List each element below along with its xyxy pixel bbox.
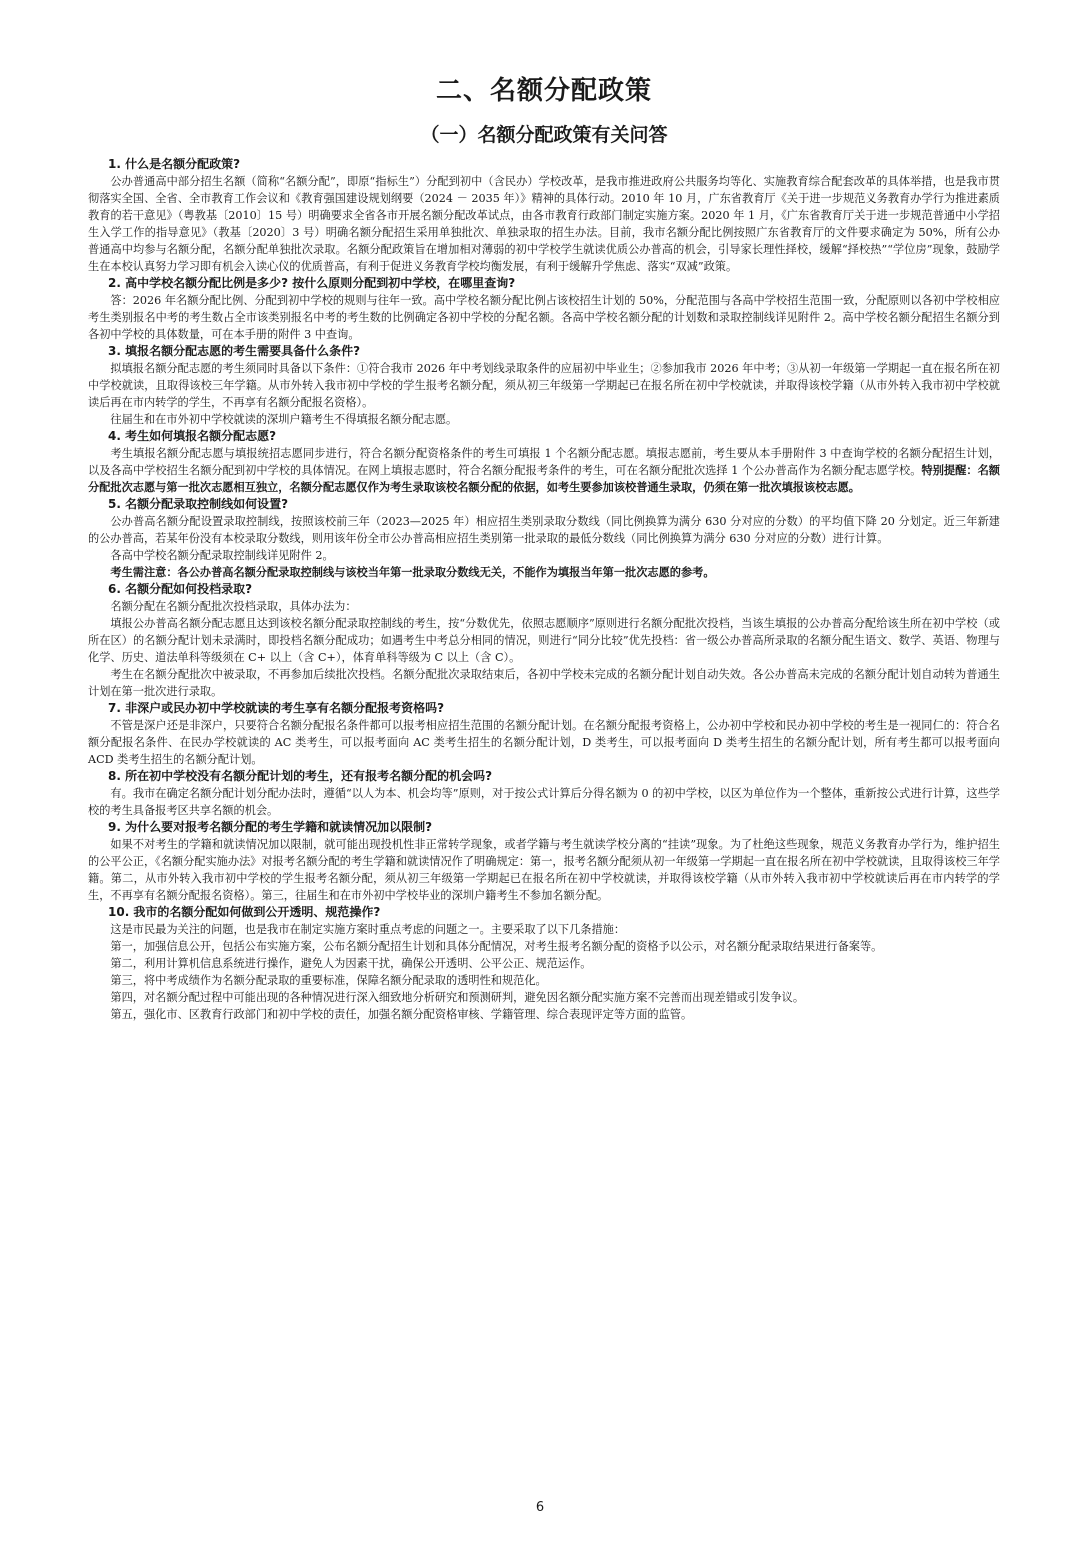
paragraph-text: 不管是深户还是非深户，只要符合名额分配报名条件都可以报考相应招生范围的名额分配计划。在名额分配报考资格上，公办初中学校和民办初中学校的考生是一视同仁的：符合名额分配报名条件、在民办学校就读的 AC 类考生，可以报考面向 AC 类考生招生的名额分配计划，D 类考生，可以报考面向 D 类考生招生的名额分配计划，所有考生都可以报考面向 ACD 类考生招生的名额分配计划。 [88,719,1000,766]
paragraph-text: 拟填报名额分配志愿的考生须同时具备以下条件：①符合我市 2026 年中考划线录取条件的应届初中毕业生；②参加我市 2026 年中考；③从初一年级第一学期起一直在报名所在初中学校就读，且取得该校三年学籍。从市外转入我市初中学校的学生报考名额分配，须从初三年级第一学期起已在报名所在初中学校就读，并取得该校学籍（从市外转入我市初中学校就读后再在市内转学的学生，不再享有名额分配报名资格）。 [88,362,1000,409]
paragraph-text: 公办普通高中部分招生名额（简称“名额分配”，即原“指标生”）分配到初中（含民办）学校改革，是我市推进政府公共服务均等化、实施教育综合配套改革的具体举措，也是我市贯彻落实全国、全省、全市教育工作会议和《教育强国建设规划纲要（2024 － 2035 年）》精神的具体行动。2010 年 10 月，广东省教育厅《关于进一步规范义务教育办学行为推进素质教育的若干意见》（粤教基〔2010〕15 号）明确要求全省各市开展名额分配改革试点，由各市教育行政部门制定实施方案。2020 年 1 月，《广东省教育厅关于进一步规范普通中小学招生入学工作的指导意见》（教基〔2020〕3 号）明确名额分配招生采用单独批次、单独录取的招生办法。目前，我市名额分配比例按照广东省教育厅的文件要求确定为 50%，所有公办普通高中均参与名额分配，名额分配单独批次录取。名额分配政策旨在增加相对薄弱的初中学校学生就读优质公办普高的机会，引导家长理性择校，缓解“择校热”“学位房”现象，鼓励学生在本校认真努力学习即有机会入读心仪的优质普高，有利于促进义务教育学校均衡发展，有利于缓解升学焦虑、落实“双减”政策。 [88,175,1000,273]
answer-paragraph [88,955,1000,972]
paragraph-text: 第四，对名额分配过程中可能出现的各种情况进行深入细致地分析研究和预测研判，避免因名额分配实施方案不完善而出现差错或引发争议。 [110,991,805,1004]
question-heading: 1. 什么是名额分配政策? [108,157,241,171]
paragraph-bold-notice: 特别提醒：名额分配批次志愿与第一批次志愿相互独立，名额分配志愿仅作为考生录取该校名额分配的依据，如考生要参加该校普通生录取，仍须在第一批次填报该校志愿。 [88,464,1000,494]
answer-paragraph [88,785,1000,819]
question-heading: 2. 高中学校名额分配比例是多少? 按什么原则分配到初中学校，在哪里查询? [108,276,516,290]
paragraph-text: 填报公办普高名额分配志愿且达到该校名额分配录取控制线的考生，按“分数优先，依照志愿顺序”原则进行名额分配批次投档，当该生填报的公办普高分配给该生所在初中学校（或所在区）的名额分配计划未录满时，即投档名额分配成功；如遇考生中考总分相同的情况，则进行“同分比较”优先投档：省一级公办普高所录取的名额分配生语文、数学、英语、物理与化学、历史、道法单科等级须在 C+ 以上（含 C+），体育单科等级为 C 以上（含 C）。 [88,617,1000,664]
paragraph-text: 考生填报名额分配志愿与填报统招志愿同步进行，符合名额分配资格条件的考生可填报 1 个名额分配志愿。填报志愿前，考生要从本手册附件 3 中查询学校的名额分配招生计划，以及各高中学校招生名额分配到初中学校的具体情况。在网上填报志愿时，符合名额分配报考条件的考生，可在名额分配批次选择 1 个公办普高作为名额分配志愿学校。 [88,447,1000,477]
question-heading: 3. 填报名额分配志愿的考生需要具备什么条件? [108,344,361,358]
paragraph-text: 第三，将中考成绩作为名额分配录取的重要标准，保障名额分配录取的透明性和规范化。 [110,974,547,987]
answer-paragraph [88,1006,1000,1023]
section-subtitle: （一）名额分配政策有关问答 [420,124,668,146]
answer-paragraph [88,173,1000,275]
question-heading: 6. 名额分配如何投档录取? [108,582,253,596]
paragraph-text: 第五，强化市、区教育行政部门和初中学校的责任，加强名额分配资格审核、学籍管理、综合表现评定等方面的监管。 [110,1008,693,1021]
qa-list [88,156,1000,1023]
answer-paragraph [88,836,1000,904]
paragraph-text: 答：2026 年名额分配比例、分配到初中学校的规则与往年一致。高中学校名额分配比例占该校招生计划的 50%，分配范围与各高中学校招生范围一致，分配原则以各初中学校相应考生类别报名中考的考生数占全市该类别报名中考的考生数的比例确定各初中学校的分配名额。各高中学校名额分配的计划数和录取控制线详见附件 2。高中学校名额分配招生名额分到各初中学校的具体数量，可在本手册的附件 3 中查询。 [88,294,1000,341]
question-heading: 9. 为什么要对报考名额分配的考生学籍和就读情况加以限制? [108,820,433,834]
paragraph-text: 如果不对考生的学籍和就读情况加以限制，就可能出现投机性非正常转学现象，或者学籍与考生就读学校分离的“挂读”现象。为了杜绝这些现象，规范义务教育办学行为，维护招生的公平公正，《名额分配实施办法》对报考名额分配的考生学籍和就读情况作了明确规定：第一，报考名额分配须从初一年级第一学期起一直在报名所在初中学校就读，且取得该校三年学籍。第二，从市外转入我市初中学校的学生报考名额分配，须从初三年级第一学期起已在报名所在初中学校就读，并取得该校学籍（从市外转入我市初中学校就读后再在市内转学的学生，不再享有名额分配报名资格）。第三，往届生和在市外初中学校毕业的深圳户籍考生不参加名额分配。 [88,838,1000,902]
answer-paragraph [88,411,1000,428]
answer-paragraph [88,921,1000,938]
answer-paragraph [88,666,1000,700]
paragraph-text: 第一，加强信息公开，包括公布实施方案，公布名额分配招生计划和具体分配情况，对考生报考名额分配的资格予以公示，对名额分配录取结果进行备案等。 [110,940,883,953]
paragraph-text: 往届生和在市外初中学校就读的深圳户籍考生不得填报名额分配志愿。 [110,413,458,426]
answer-paragraph [88,513,1000,547]
question-heading: 8. 所在初中学校没有名额分配计划的考生，还有报考名额分配的机会吗? [108,769,493,783]
question-heading: 7. 非深户或民办初中学校就读的考生享有名额分配报考资格吗? [108,701,445,715]
answer-paragraph [88,445,1000,496]
paragraph-text: 各高中学校名额分配录取控制线详见附件 2。 [110,549,334,562]
question-heading: 4. 考生如何填报名额分配志愿? [108,429,277,443]
question-heading: 5. 名额分配录取控制线如何设置? [108,497,289,511]
answer-paragraph [88,360,1000,411]
document-page [88,60,1000,1023]
answer-paragraph [88,972,1000,989]
paragraph-text: 名额分配在名额分配批次投档录取，具体办法为： [110,600,357,613]
paragraph-bold-notice: 考生需注意：各公办普高名额分配录取控制线与该校当年第一批录取分数线无关，不能作为填报当年第一批次志愿的参考。 [110,566,715,579]
answer-paragraph [88,564,1000,581]
paragraph-text: 公办普高名额分配设置录取控制线，按照该校前三年（2023—2025 年）相应招生类别录取分数线（同比例换算为满分 630 分对应的分数）的平均值下降 20 分划定。近三年新建的公办普高，若某年份没有本校录取分数线，则用该年份全市公办普高相应招生类别第一批录取的最低分数线（同比例换算为满分 630 分对应的分数）进行计算。 [88,515,1000,545]
question-heading: 10. 我市的名额分配如何做到公开透明、规范操作? [108,905,381,919]
answer-paragraph [88,547,1000,564]
page-title: 二、名额分配政策 [435,76,652,106]
paragraph-text: 这是市民最为关注的问题，也是我市在制定实施方案时重点考虑的问题之一。主要采取了以下几条措施： [110,923,626,936]
answer-paragraph [88,989,1000,1006]
paragraph-text: 第二，利用计算机信息系统进行操作，避免人为因素干扰，确保公开透明、公平公正、规范运作。 [110,957,592,970]
paragraph-text: 有。我市在确定名额分配计划分配办法时，遵循“以人为本、机会均等”原则，对于按公式计算后分得名额为 0 的初中学校，以区为单位作为一个整体，重新按公式进行计算，这些学校的考生具备报考区共享名额的机会。 [88,787,1000,817]
paragraph-text: 考生在名额分配批次中被录取，不再参加后续批次投档。名额分配批次录取结束后，各初中学校未完成的名额分配计划自动失效。各公办普高未完成的名额分配计划自动转为普通生计划在第一批次进行录取。 [88,668,1000,698]
page-number: 6 [535,1500,545,1515]
answer-paragraph [88,615,1000,666]
answer-paragraph [88,598,1000,615]
answer-paragraph [88,292,1000,343]
answer-paragraph [88,717,1000,768]
answer-paragraph [88,938,1000,955]
